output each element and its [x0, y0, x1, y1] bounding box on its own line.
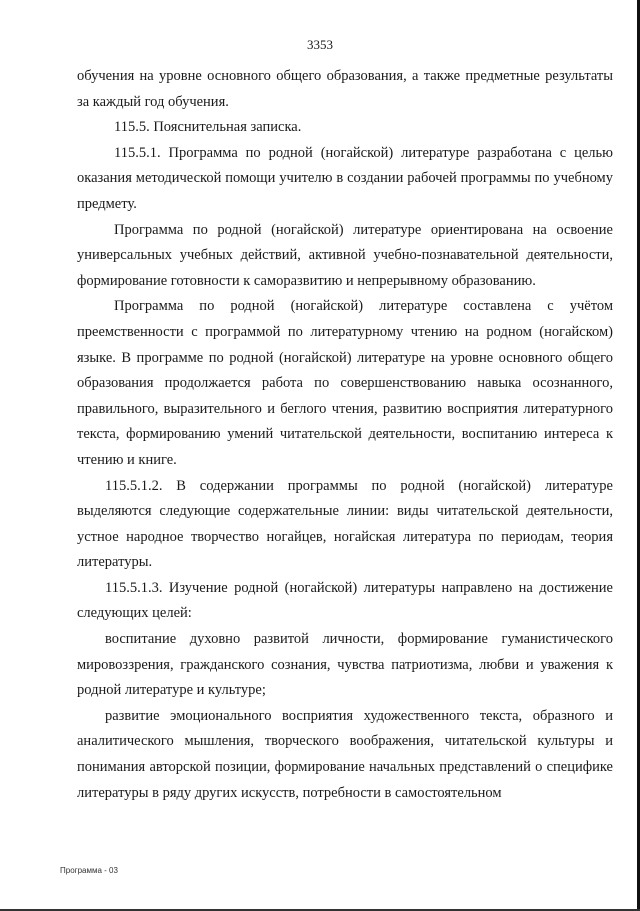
paragraph-115-5-1: 115.5.1. Программа по родной (ногайской) литературе разработана с целью оказания методической помощи учителю в создании рабочей программы по учебному предмету. [77, 144, 613, 212]
paragraph-continuity: Программа по родной (ногайской) литературе составлена с учётом преемственности с программой по литературному чтению на родном (ногайском) языке. В программе по родной (ногайской) литературе на уровне основного общего образования продолжается работа по совершенствованию навыка осознанного, правильного, выразительного и беглого чтения, развитию восприятия литературного текста, формированию умений читательской деятельности, воспитанию интереса к чтению и книге. [77, 298, 613, 468]
page-number: 3353 [307, 37, 333, 52]
paragraph-continuation: обучения на уровне основного общего образования, а также предметные результаты за каждый год обучения. [77, 68, 613, 110]
document-body [77, 64, 613, 806]
paragraph-orientation: Программа по родной (ногайской) литературе ориентирована на освоение универсальных учебных действий, активной учебно-познавательной деятельности, формирование готовности к саморазвитию и непрерывному образованию. [77, 221, 613, 289]
footer-label: Программа - 03 [60, 866, 118, 875]
paragraph-115-5-1-2: 115.5.1.2. В содержании программы по родной (ногайской) литературе выделяются следующие содержательные линии: виды читательской деятельности, устное народное творчество ногайцев, ногайская литература по периодам, теория литературы. [77, 477, 613, 571]
goal-item-1: воспитание духовно развитой личности, формирование гуманистического мировоззрения, гражданского сознания, чувства патриотизма, любви и уважения к родной литературе и культуре; [77, 631, 613, 699]
paragraph-115-5-1-3: 115.5.1.3. Изучение родной (ногайской) литературы направлено на достижение следующих целей: [77, 579, 613, 622]
goal-item-2: развитие эмоционального восприятия художественного текста, образного и аналитического мышления, творческого воображения, читательской культуры и понимания авторской позиции, формирование начальных представлений о специфике литературы в ряду других искусств, потребности в самостоятельном [77, 707, 613, 801]
section-heading-115-5: 115.5. Пояснительная записка. [114, 119, 302, 136]
